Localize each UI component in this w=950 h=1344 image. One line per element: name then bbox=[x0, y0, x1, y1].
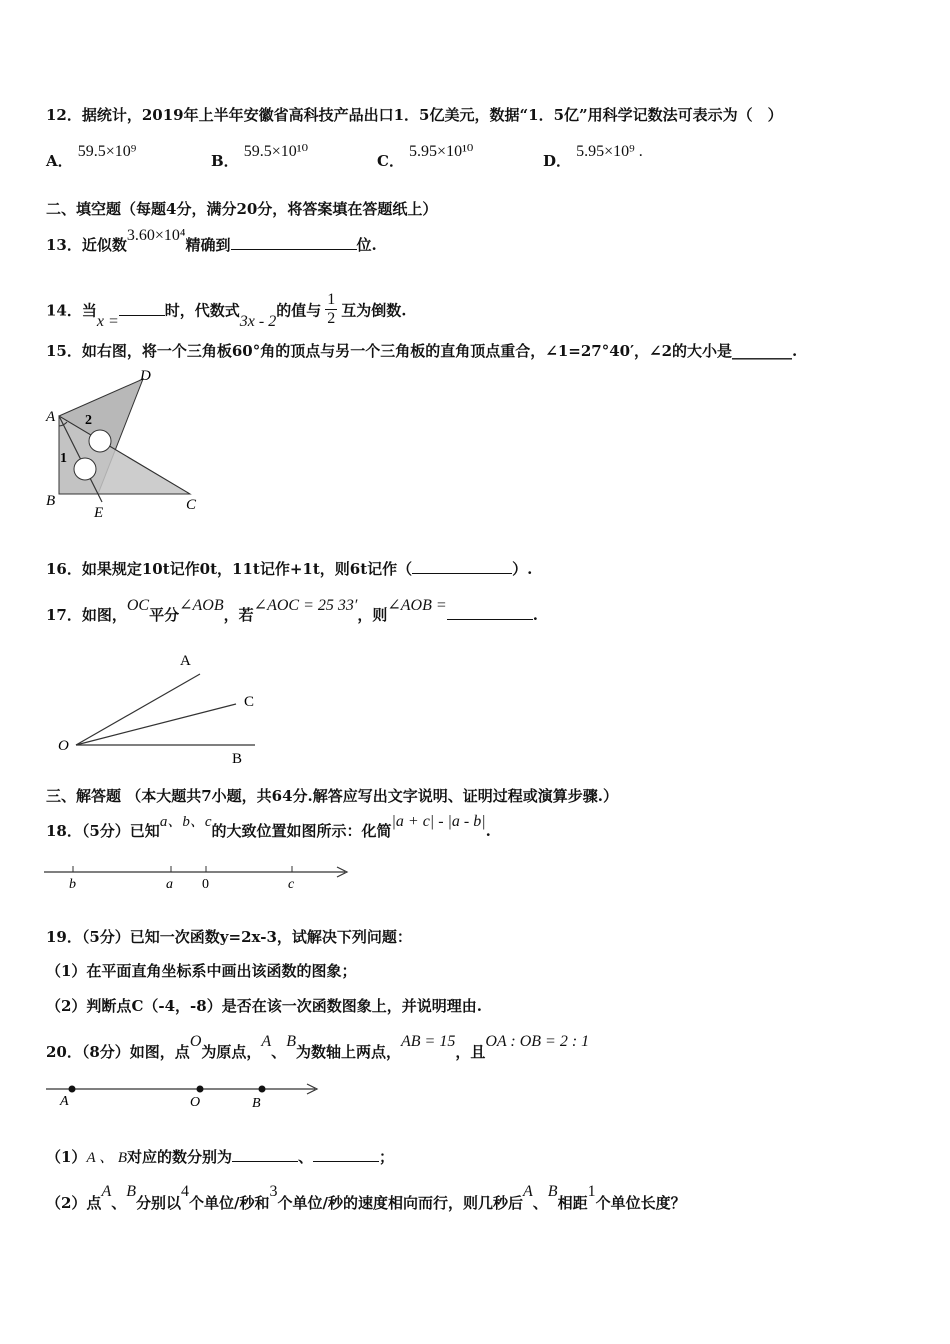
q18-label-0: 0 bbox=[202, 877, 209, 892]
q17-ray-oa bbox=[76, 674, 200, 745]
q15-label-a: A bbox=[46, 409, 56, 425]
q15-label-angle-2: 2 bbox=[85, 413, 92, 428]
q19-stem: 19．（5分）已知一次函数y=2x-3，试解决下列问题： bbox=[46, 928, 412, 946]
q15-hole-lower bbox=[74, 458, 96, 480]
q18-number-line bbox=[40, 858, 360, 894]
q18: 18．（5分）已知a、b、c的大致位置如图所示：化简|a + c| - |a - b|. bbox=[46, 813, 491, 840]
q17: 17．如图，OC平分∠AOB，若∠AOC = 25 33′，则∠AOB =. bbox=[46, 597, 538, 624]
q17-label-b: B bbox=[232, 751, 243, 766]
q17-label-a: A bbox=[180, 653, 191, 669]
q13-answer-blank[interactable] bbox=[231, 235, 357, 250]
q15-stem: 15．如右图，将一个三角板60°角的顶点与另一个三角板的直角顶点重合，∠1=27°40′，∠2的大小是________. bbox=[46, 342, 798, 360]
q15-triangle-figure bbox=[40, 366, 210, 526]
q14-fraction: $\frac{1}{2}$ bbox=[327, 291, 336, 327]
q14-expr: 3x - 2 bbox=[239, 312, 277, 330]
q20-label-a: A bbox=[60, 1094, 69, 1109]
q12-option-a: A． 59.5×10⁹ bbox=[46, 143, 137, 170]
q18-expr: |a + c| - |a - b| bbox=[391, 813, 486, 830]
q15-label-e: E bbox=[94, 505, 104, 521]
q15-hole-upper bbox=[89, 430, 111, 452]
q17-label-c: C bbox=[244, 694, 255, 710]
q12-option-c: C． 5.95×10¹⁰ bbox=[377, 143, 474, 170]
q16: 16．如果规定10t记作0t，11t记作+1t，则6t记作（ ）. bbox=[46, 560, 533, 578]
q17-label-o: O bbox=[58, 738, 69, 754]
q12-stem: 12．据统计，2019年上半年安徽省高科技产品出口1．5亿美元，数据“1．5亿”用科学记数法可表示为（ ） bbox=[46, 106, 783, 124]
q20-stem: 20．（8分）如图，点O为原点，A、B为数轴上两点，AB = 15，且OA : OB = 2 : 1 bbox=[46, 1033, 590, 1061]
q19-sub1: （1）在平面直角坐标系中画出该函数的图象； bbox=[46, 962, 357, 980]
q17-ray-oc bbox=[76, 704, 236, 745]
q18-label-c: c bbox=[288, 877, 295, 892]
q20-label-o: O bbox=[190, 1095, 201, 1110]
section-3-title: 三、解答题 （本大题共7小题，共64分.解答应写出文字说明、证明过程或演算步骤.） bbox=[46, 787, 618, 805]
q16-answer-blank[interactable] bbox=[412, 559, 512, 574]
q19-sub2: （2）判断点C（-4，-8）是否在该一次函数图象上，并说明理由. bbox=[46, 997, 482, 1015]
q14-answer-blank[interactable] bbox=[119, 301, 165, 316]
q15-label-b: B bbox=[46, 493, 56, 509]
q12-option-b: B． 59.5×10¹⁰ bbox=[211, 143, 309, 170]
q18-label-a: a bbox=[166, 877, 173, 892]
q18-label-b: b bbox=[69, 877, 76, 892]
q15-label-d: D bbox=[140, 368, 151, 384]
q12-option-d: D． 5.95×10⁹ . bbox=[543, 143, 643, 170]
q13-expr: 3.60×10⁴ bbox=[126, 227, 186, 244]
q20-point-b bbox=[259, 1086, 266, 1093]
q13: 13．近似数3.60×10⁴精确到 位. bbox=[46, 227, 377, 254]
q20-sub1: （1）A 、 B对应的数分别为 、 ； bbox=[46, 1148, 395, 1166]
q14: 14．当x =时，代数式3x - 2的值与 $\frac{1}{2}$ 互为倒数. bbox=[46, 291, 407, 330]
section-2-title: 二、填空题（每题4分，满分20分，将答案填在答题纸上） bbox=[46, 200, 438, 218]
q15-label-angle-1: 1 bbox=[60, 451, 67, 466]
q20-point-o bbox=[197, 1086, 204, 1093]
q20-number-line bbox=[40, 1078, 330, 1114]
q20-sub1-blank-a[interactable] bbox=[232, 1147, 298, 1162]
q17-answer-blank[interactable] bbox=[447, 605, 533, 620]
q15-label-c: C bbox=[186, 497, 197, 513]
q20-sub1-blank-b[interactable] bbox=[313, 1147, 379, 1162]
q20-label-b: B bbox=[252, 1096, 261, 1111]
q17-angle-figure bbox=[50, 646, 275, 766]
q20-point-a bbox=[69, 1086, 76, 1093]
q20-sub2: （2）点A、B分别以4个单位/秒和3个单位/秒的速度相向而行，则几秒后A、B相距1个单位长度？ bbox=[46, 1183, 686, 1212]
